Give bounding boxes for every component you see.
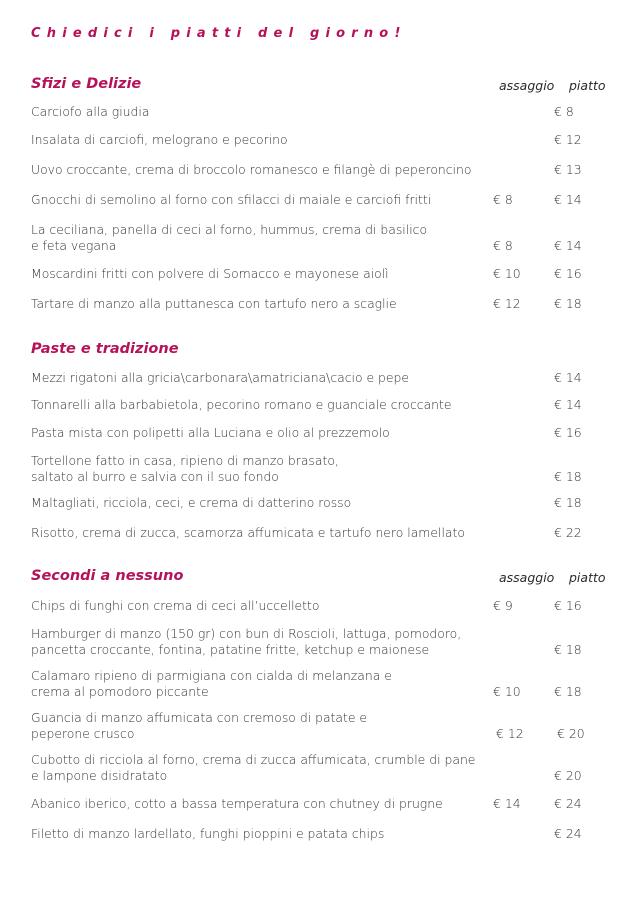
menu-item bbox=[31, 495, 621, 511]
menu-item-dish-price: € 24 bbox=[554, 826, 582, 841]
menu-item-name bbox=[31, 495, 486, 511]
menu-item-line: Filetto di manzo lardellato, funghi pioppini e patata chips bbox=[31, 826, 385, 841]
menu-item-name bbox=[31, 626, 486, 658]
menu-item-line: Calamaro ripieno di parmigiana con cialda di melanzana e bbox=[31, 668, 392, 683]
menu-item bbox=[31, 668, 621, 700]
menu-item-line: Tortellone fatto in casa, ripieno di manzo brasato, bbox=[31, 453, 339, 468]
menu-item-name bbox=[31, 598, 486, 614]
menu-item-dish-price: € 13 bbox=[554, 162, 582, 177]
menu-item-dish-price: € 8 bbox=[554, 104, 574, 119]
menu-item-name bbox=[31, 796, 486, 812]
menu-item-dish-price: € 20 bbox=[554, 768, 582, 783]
menu-item bbox=[31, 752, 621, 784]
menu-item-line: e lampone disidratato bbox=[31, 768, 168, 783]
menu-item-dish-price: € 24 bbox=[554, 796, 582, 811]
column-header-dish: piatto bbox=[569, 78, 606, 93]
menu-item-line: saltato al burro e salvia con il suo fondo bbox=[31, 469, 279, 484]
menu-item bbox=[31, 104, 621, 120]
menu-item-line: Risotto, crema di zucca, scamorza affumicata e tartufo nero lamellato bbox=[31, 525, 465, 540]
section-title-paste: Paste e tradizione bbox=[31, 341, 179, 357]
menu-item-line: pancetta croccante, fontina, patatine fritte, ketchup e maionese bbox=[31, 642, 430, 657]
menu-item-line: Maltagliati, ricciola, ceci, e crema di datterino rosso bbox=[31, 495, 352, 510]
menu-item-dish-price: € 18 bbox=[554, 642, 582, 657]
menu-item bbox=[31, 266, 621, 282]
column-header-dish: piatto bbox=[569, 570, 606, 585]
menu-item-line: Tonnarelli alla barbabietola, pecorino romano e guanciale croccante bbox=[31, 397, 452, 412]
menu-item-line: Mezzi rigatoni alla gricia\carbonara\amatriciana\cacio e pepe bbox=[31, 370, 410, 385]
menu-item bbox=[31, 162, 621, 178]
column-header-tasting: assaggio bbox=[499, 78, 555, 93]
menu-item-name bbox=[31, 222, 486, 254]
menu-item-tasting-price: € 14 bbox=[493, 796, 521, 811]
menu-item bbox=[31, 296, 621, 312]
menu-item-line: crema al pomodoro piccante bbox=[31, 684, 209, 699]
menu-item-name bbox=[31, 132, 486, 148]
menu-item-name bbox=[31, 525, 486, 541]
menu-item-line: Abanico iberico, cotto a bassa temperatura con chutney di prugne bbox=[31, 796, 443, 811]
menu-item-name bbox=[31, 162, 486, 178]
menu-item-dish-price: € 14 bbox=[554, 397, 582, 412]
menu-item-name bbox=[31, 752, 486, 784]
menu-item-line: Carciofo alla giudia bbox=[31, 104, 150, 119]
menu-item-line: Insalata di carciofi, melograno e pecorino bbox=[31, 132, 288, 147]
menu-item-name bbox=[31, 370, 486, 386]
menu-item-tasting-price: € 10 bbox=[493, 684, 521, 699]
column-header-tasting: assaggio bbox=[499, 570, 555, 585]
menu-item bbox=[31, 710, 621, 742]
menu-item bbox=[31, 192, 621, 208]
menu-item bbox=[31, 397, 621, 413]
menu-item-line: Pasta mista con polipetti alla Luciana e olio al prezzemolo bbox=[31, 425, 390, 440]
menu-item-name bbox=[31, 453, 486, 485]
menu-item-name bbox=[31, 710, 486, 742]
menu-item-dish-price: € 16 bbox=[554, 266, 582, 281]
menu-item-line: peperone crusco bbox=[31, 726, 135, 741]
menu-item-line: Chips di funghi con crema di ceci all’uccelletto bbox=[31, 598, 320, 613]
menu-item-line: Uovo croccante, crema di broccolo romanesco e filangè di peperoncino bbox=[31, 162, 472, 177]
menu-item-dish-price: € 22 bbox=[554, 525, 582, 540]
menu-item-dish-price: € 18 bbox=[554, 684, 582, 699]
menu-item-line: Hamburger di manzo (150 gr) con bun di Roscioli, lattuga, pomodoro, bbox=[31, 626, 462, 641]
menu-item-dish-price: € 18 bbox=[554, 296, 582, 311]
menu-item-dish-price: € 20 bbox=[557, 726, 585, 741]
menu-item-dish-price: € 14 bbox=[554, 238, 582, 253]
section-title-sfizi: Sfizi e Delizie bbox=[31, 76, 142, 92]
menu-item-name bbox=[31, 397, 486, 413]
menu-item-tasting-price: € 8 bbox=[493, 238, 513, 253]
menu-item-dish-price: € 16 bbox=[554, 598, 582, 613]
menu-item-line: Cubotto di ricciola al forno, crema di zucca affumicata, crumble di pane bbox=[31, 752, 476, 767]
menu-item-dish-price: € 18 bbox=[554, 469, 582, 484]
menu-item bbox=[31, 425, 621, 441]
menu-item-tasting-price: € 10 bbox=[493, 266, 521, 281]
menu-item-dish-price: € 18 bbox=[554, 495, 582, 510]
menu-item-name bbox=[31, 104, 486, 120]
menu-item-tasting-price: € 12 bbox=[496, 726, 524, 741]
menu-item bbox=[31, 132, 621, 148]
menu-item-dish-price: € 16 bbox=[554, 425, 582, 440]
menu-item-tasting-price: € 12 bbox=[493, 296, 521, 311]
menu-item-line: Guancia di manzo affumicata con cremoso di patate e bbox=[31, 710, 368, 725]
menu-item-name bbox=[31, 668, 486, 700]
menu-item bbox=[31, 222, 621, 254]
menu-item-tasting-price: € 9 bbox=[493, 598, 513, 613]
daily-specials-banner: Chiedici i piatti del giorno! bbox=[31, 26, 407, 41]
menu-item-name bbox=[31, 192, 486, 208]
menu-item-name bbox=[31, 425, 486, 441]
menu-item bbox=[31, 370, 621, 386]
menu-item-line: La ceciliana, panella di ceci al forno, hummus, crema di basilico bbox=[31, 222, 428, 237]
menu-item-dish-price: € 14 bbox=[554, 370, 582, 385]
section-title-secondi: Secondi a nessuno bbox=[31, 568, 184, 584]
menu-item bbox=[31, 525, 621, 541]
menu-item bbox=[31, 598, 621, 614]
menu-item-name bbox=[31, 296, 486, 312]
menu-item-line: Tartare di manzo alla puttanesca con tartufo nero a scaglie bbox=[31, 296, 397, 311]
menu-item bbox=[31, 826, 621, 842]
menu-item-line: e feta vegana bbox=[31, 238, 117, 253]
menu-item-line: Moscardini fritti con polvere di Somacco e mayonese aiolì bbox=[31, 266, 389, 281]
menu-item-name bbox=[31, 266, 486, 282]
menu-item bbox=[31, 796, 621, 812]
menu-item bbox=[31, 453, 621, 485]
menu-item-name bbox=[31, 826, 486, 842]
menu-item-dish-price: € 14 bbox=[554, 192, 582, 207]
menu-item-tasting-price: € 8 bbox=[493, 192, 513, 207]
menu-item-dish-price: € 12 bbox=[554, 132, 582, 147]
menu-item-line: Gnocchi di semolino al forno con sfilacci di maiale e carciofi fritti bbox=[31, 192, 432, 207]
menu-item bbox=[31, 626, 621, 658]
